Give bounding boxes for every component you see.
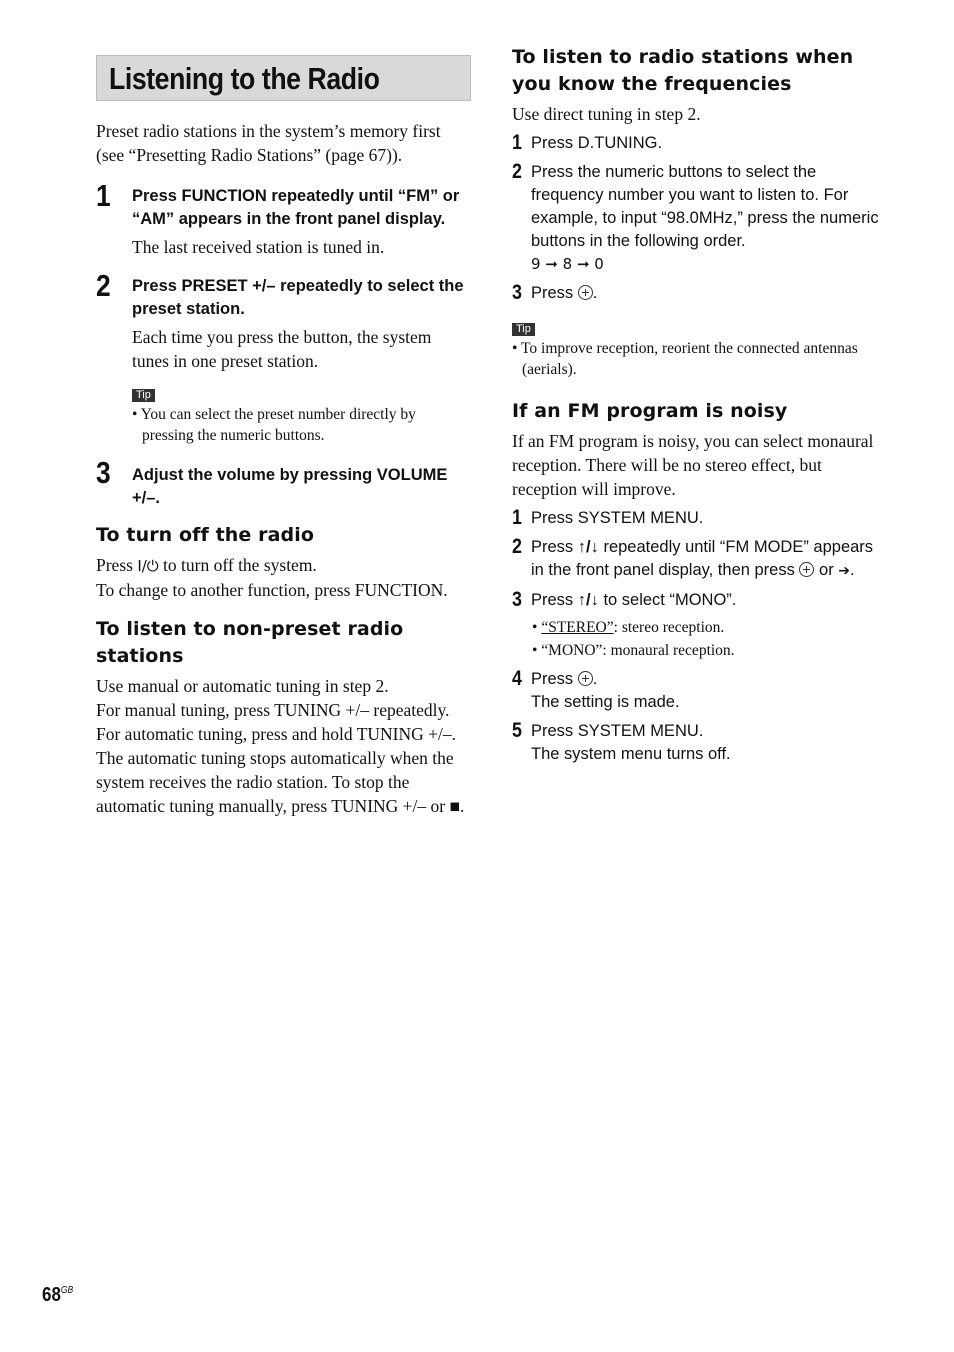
tip-text: • You can select the preset number directly by pressing the numeric buttons. <box>132 406 416 444</box>
step-number: 2 <box>512 535 522 558</box>
turn-off-paragraph <box>96 553 471 602</box>
step-number: 1 <box>96 178 111 213</box>
step-description: The last received station is tuned in. <box>132 237 385 257</box>
step-number: 3 <box>96 455 111 490</box>
right-arrow-icon: ➔ <box>838 563 851 579</box>
step-text: Press D.TUNING. <box>531 134 663 152</box>
step-number: 1 <box>512 506 522 529</box>
page-title-box <box>96 55 471 101</box>
digit-sequence: 9 ➞ 8 ➞ 0 <box>531 255 604 273</box>
frequency-heading: To listen to radio stations when you know the frequencies <box>512 46 854 95</box>
left-column <box>96 55 471 818</box>
noisy-step-5 <box>512 720 887 766</box>
up-down-arrow-icon: ↑/↓ <box>577 538 599 556</box>
step-number: 4 <box>512 667 522 690</box>
text-fragment: to turn off the system. <box>158 555 317 575</box>
turn-off-heading: To turn off the radio <box>96 524 314 546</box>
step-text: Press SYSTEM MENU. <box>531 509 704 527</box>
power-icon: I/⏻ <box>137 557 159 575</box>
tip-label: Tip <box>512 323 535 336</box>
step-1 <box>96 178 471 259</box>
step-3 <box>96 455 471 510</box>
text-line: For automatic tuning, press and hold TUNING +/–. The automatic tuning stops automatically when the system receives the radio station. To stop the automatic tuning manually, press TUNING +/– or ■. <box>96 724 465 816</box>
tip-block <box>96 373 471 446</box>
enter-button-icon <box>578 285 593 300</box>
page-title: Listening to the Radio <box>109 61 380 96</box>
text-fragment: Press <box>531 591 578 609</box>
step-result: The system menu turns off. <box>531 745 731 763</box>
step-text <box>531 589 887 612</box>
noisy-step-1 <box>512 507 887 530</box>
page-number-value: 68 <box>42 1284 61 1306</box>
tip-text: • To improve reception, reorient the connected antennas (aerials). <box>512 340 858 378</box>
step-text: Press <box>531 284 574 302</box>
step-number: 2 <box>96 268 111 303</box>
freq-step-1 <box>512 132 887 155</box>
frequency-intro: Use direct tuning in step 2. <box>512 104 701 124</box>
step-heading: Press FUNCTION repeatedly until “FM” or “AM” appears in the front panel display. <box>132 187 460 228</box>
step-number: 3 <box>512 588 522 611</box>
page-number <box>42 1284 73 1307</box>
option-name: “STEREO” <box>541 619 614 636</box>
text-fragment: to select “MONO”. <box>598 591 737 609</box>
option-desc: : stereo reception. <box>613 619 725 636</box>
enter-button-icon <box>578 671 593 686</box>
step-heading: Press PRESET +/– repeatedly to select the preset station. <box>132 277 464 318</box>
step-text: Press the numeric buttons to select the frequency number you want to listen to. For example, to input “98.0MHz,” press the numeric buttons in the following order. <box>531 163 879 250</box>
text-fragment: Press <box>96 555 138 575</box>
step-2 <box>96 268 471 373</box>
text-line: Use manual or automatic tuning in step 2. <box>96 676 389 696</box>
step-text: Press <box>531 670 574 688</box>
step-text: Press SYSTEM MENU. <box>531 722 704 740</box>
right-column <box>512 44 887 766</box>
step-description: Each time you press the button, the system tunes in one preset station. <box>132 327 432 371</box>
text-line: For manual tuning, press TUNING +/– repeatedly. <box>96 700 450 720</box>
noisy-step-3 <box>512 589 887 612</box>
page-number-suffix: GB <box>60 1285 74 1296</box>
step-number: 2 <box>512 160 522 183</box>
text-fragment: Press <box>531 538 578 556</box>
freq-step-3: 3 Press . <box>512 281 598 304</box>
freq-step-2 <box>512 161 887 276</box>
noisy-intro: If an FM program is noisy, you can select monaural reception. There will be no stereo effect, but reception will improve. <box>512 431 874 499</box>
option-mono: • “MONO”: monaural reception. <box>532 642 735 659</box>
nonpreset-heading: To listen to non-preset radio stations <box>96 618 404 667</box>
text-fragment: To change to another function, press FUNCTION. <box>96 580 448 600</box>
enter-button-icon <box>799 562 814 577</box>
step-text: Press ↑/↓ repeatedly until “FM MODE” appears in the front panel display, then press or ➔. <box>531 538 874 579</box>
tip-label: Tip <box>132 389 155 402</box>
text-fragment: or <box>814 561 839 579</box>
step-number: 3 <box>512 281 522 304</box>
step-heading: Adjust the volume by pressing VOLUME +/–. <box>132 466 448 507</box>
step-result: The setting is made. <box>531 693 680 711</box>
noisy-heading: If an FM program is noisy <box>512 400 788 422</box>
nonpreset-paragraph <box>96 674 471 818</box>
step-number: 1 <box>512 131 522 154</box>
up-down-arrow-icon: ↑/↓ <box>577 591 599 609</box>
option-stereo: • “STEREO”: stereo reception. <box>532 619 725 636</box>
step-number: 5 <box>512 719 522 742</box>
intro-paragraph: Preset radio stations in the system’s memory first (see “Presetting Radio Stations” (page 67)). <box>96 121 441 165</box>
noisy-step-4: 4 Press . The setting is made. <box>512 668 887 714</box>
text-fragment: repeatedly until “FM MODE” appears in the front panel display, then press <box>531 538 874 579</box>
noisy-step-2 <box>512 536 887 583</box>
